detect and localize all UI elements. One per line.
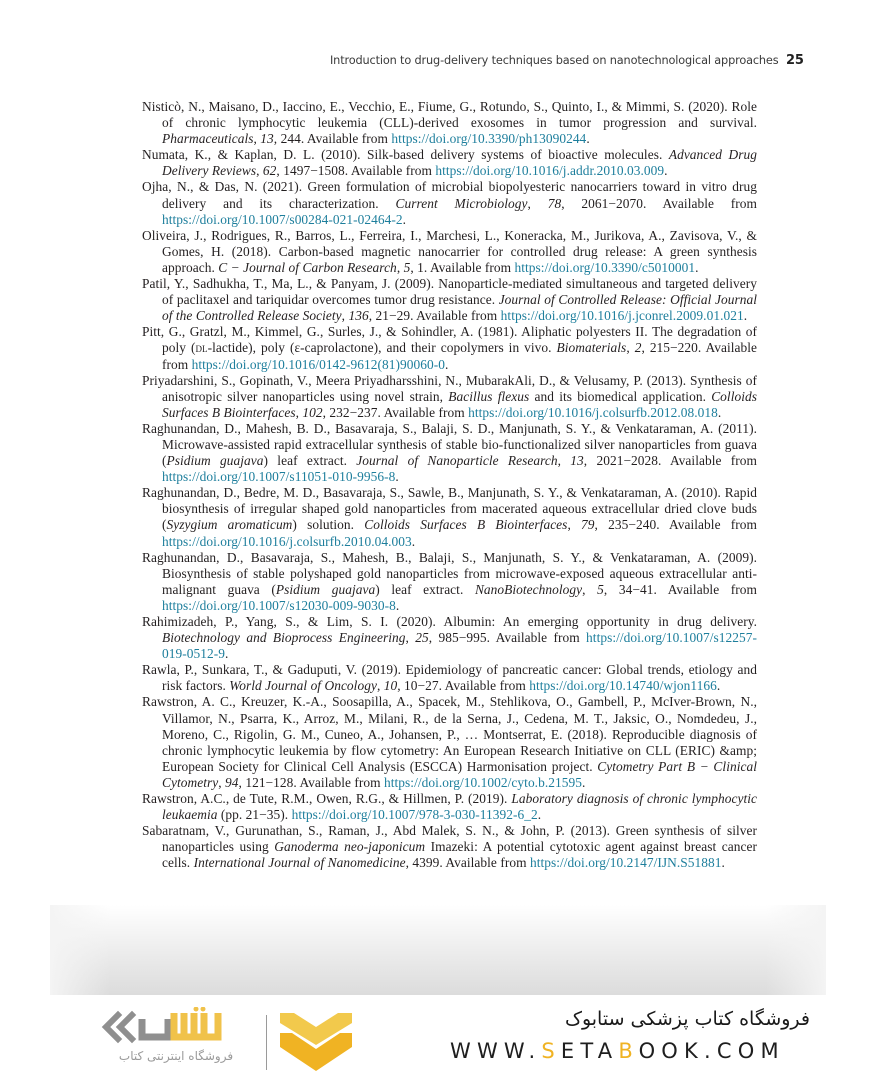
reference-entry: [142, 694, 757, 791]
logo-subtitle: فروشگاه اینترنتی کتاب: [118, 1049, 234, 1063]
reference-text: , 215−220. Available from: [162, 340, 758, 372]
reference-text: Sabaratnam, V., Gurunathan, S., Raman, J., Abd Malek, S. N., & John, P. (2013). Green synthesis of silver nanoparticles using: [142, 823, 757, 855]
reference-entry: [142, 324, 757, 372]
page-number: 25: [786, 53, 804, 68]
journal-title: C − Journal of Carbon Research: [218, 259, 397, 275]
reference-text: Nisticò, N., Maisano, D., Iaccino, E., Vecchio, E., Fiume, G., Rotundo, S., Quinto, I., & Mimmi, S. (2020). Role of chronic lymphocytic leukemia (CLL)-derived exosomes in tumor progression and survival.: [142, 99, 757, 131]
volume-number: 94: [225, 774, 239, 790]
volume-number: 13: [570, 453, 584, 469]
volume-number: 2: [634, 340, 642, 356]
reference-text: ) leaf extract.: [375, 581, 475, 597]
species-name: Ganoderma neo-japonicum: [274, 839, 426, 855]
reference-text: ,: [396, 259, 404, 275]
doi-link[interactable]: https://doi.org/10.1016/j.jconrel.2009.01.021: [500, 308, 744, 324]
reference-text: Rawstron, A. C., Kreuzer, K.-A., Soosapilla, A., Spacek, M., Stehlikova, O., Gambell, P., McIver-Brown, N., Villamor, N., Psarra, K., Arroz, M., Milani, R., de la Serna, J., Cedena, M. T., Jaksic, O., Nomdedeu, J., Moreno, C., Rigolin, G. M., Cuneo, A., Johansen, P., … Montserrat, E. (2018). Reproducible diagnosis of chronic lymphocytic leukemia by flow cytometry: An European Research Initiative on CLL (ERIC) &amp; European Society for Clinical Cell Analysis (ESCCA) Harmonisation project.: [142, 694, 757, 774]
url-part: OOK.COM: [638, 1039, 785, 1063]
reference-text: ,: [253, 131, 261, 147]
reference-text: .: [581, 774, 586, 790]
reference-text: , 2061−2070. Available from: [561, 195, 757, 211]
doi-link[interactable]: https://doi.org/10.1007/s00284-021-02464-2: [162, 211, 403, 227]
running-header: [330, 53, 804, 68]
reference-text: ,: [405, 855, 413, 871]
reference-text: .: [402, 211, 407, 227]
reference-text: Patil, Y., Sadhukha, T., Ma, L., & Panyam, J. (2009). Nanoparticle-mediated simultaneous and targeted delivery of paclitaxel and tariquidar overcomes tumor drug resistance.: [142, 276, 757, 308]
reference-text: Rawla, P., Sunkara, T., & Gaduputi, V. (2019). Epidemiology of pancreatic cancer: Global trends, etiology and risk factors.: [142, 662, 757, 694]
doi-link[interactable]: https://doi.org/10.1016/0142-9612(81)90060-0: [191, 356, 446, 372]
reference-text: ,: [295, 404, 303, 420]
reference-text: (pp. 21−35).: [217, 807, 292, 823]
journal-title: NanoBiotechnology: [474, 581, 583, 597]
journal-title: Current Microbiology: [395, 195, 528, 211]
doi-link[interactable]: https://doi.org/10.2147/IJN.S51881: [529, 855, 722, 871]
volume-number: 5: [597, 581, 604, 597]
reference-list: [142, 99, 757, 872]
reference-text: Rahimizadeh, P., Yang, S., & Lim, S. I. (2020). Albumin: An emerging opportunity in drug delivery.: [142, 614, 757, 629]
small-caps-text: dl: [195, 340, 208, 356]
volume-number: 136: [348, 308, 369, 324]
reference-entry: [142, 228, 757, 276]
volume-number: 79: [581, 517, 595, 533]
journal-title: Journal of Nanoparticle Research: [356, 453, 558, 469]
volume-number: 25: [415, 630, 429, 646]
volume-number: 62: [262, 163, 277, 179]
setabook-logo[interactable]: [88, 1007, 358, 1072]
reference-text: ,: [626, 340, 635, 356]
reference-text: Ojha, N., & Das, N. (2021). Green formulation of microbial biopolyesteric nanocarriers toward in vitro drug delivery and its characterization.: [142, 179, 757, 211]
reference-text: ,: [376, 678, 384, 694]
journal-title: Pharmaceuticals: [162, 131, 254, 147]
reference-text: .: [395, 597, 400, 613]
reference-text: and its biomedical application.: [529, 388, 712, 404]
volume-number: 5: [403, 259, 411, 275]
reference-text: .: [411, 533, 416, 549]
doi-link[interactable]: https://doi.org/10.3390/ph13090244: [391, 131, 587, 147]
store-title: فروشگاه کتاب پزشکی ستابوک: [564, 1008, 810, 1030]
reference-text: .: [395, 469, 399, 485]
reference-text: , 21−29. Available from: [368, 308, 501, 324]
reference-text: , 1. Available from: [410, 259, 515, 275]
reference-entry: [142, 179, 757, 227]
volume-number: 13: [260, 131, 274, 147]
reference-text: ) leaf extract.: [263, 453, 357, 469]
reference-text: Rawstron, A.C., de Tute, R.M., Owen, R.G., & Hillmen, P. (2019).: [142, 791, 512, 807]
journal-title: Cytometry Part B − Clinical Cytometry: [162, 758, 757, 790]
reference-text: , 1497−1508. Available from: [276, 163, 436, 179]
reference-entry: [142, 147, 757, 179]
reference-text: ,: [256, 163, 263, 179]
reference-text: Numata, K., & Kaplan, D. L. (2010). Silk-based delivery systems of bioactive molecules.: [142, 147, 669, 163]
logo-divider: [266, 1015, 267, 1070]
url-part-highlight: S: [541, 1039, 561, 1063]
reference-text: ) solution.: [292, 517, 365, 533]
doi-link[interactable]: https://doi.org/10.14740/wjon1166: [529, 678, 717, 694]
page-bottom-shadow: [50, 905, 826, 995]
url-part: ETA: [560, 1039, 619, 1063]
reference-entry: [142, 614, 757, 662]
reference-entry: [142, 550, 757, 614]
reference-text: ,: [341, 308, 349, 324]
reference-text: , 121−128. Available from: [238, 774, 384, 790]
reference-text: , 10−27. Available from: [397, 678, 530, 694]
reference-text: ,: [405, 630, 416, 646]
reference-text: Imazeki: A potential cytotoxic agent against breast cancer cells.: [162, 839, 757, 871]
logo-wordmark-icon: [100, 1007, 260, 1047]
reference-text: .: [717, 404, 722, 420]
journal-title: Advanced Drug Delivery Reviews: [162, 147, 757, 179]
reference-text: Raghunandan, D., Mahesh, B. D., Basavaraja, S., Balaji, S. D., Manjunath, S. Y., & Venkataraman, A. (2011). Microwave-assisted rapid extracellular synthesis of stable bio-functionalized silver nanoparticles from guava (: [142, 420, 757, 469]
volume-number: 78: [547, 195, 562, 211]
doi-link[interactable]: https://doi.org/10.1016/j.addr.2010.03.009: [435, 163, 665, 179]
url-part: WWW.: [450, 1039, 542, 1063]
doi-link[interactable]: https://doi.org/10.1007/s11051-010-9956-8: [162, 469, 396, 485]
reference-text: , 244. Available from: [273, 131, 392, 147]
reference-text: Pitt, G., Gratzl, M., Kimmel, G., Surles, J., & Sohindler, A. (1981). Aliphatic polyesters II. The degradation of poly (: [142, 324, 757, 356]
reference-text: .: [695, 259, 699, 275]
reference-text: ,: [557, 453, 571, 469]
reference-text: Raghunandan, D., Basavaraja, S., Mahesh, B., Balaji, S., Manjunath, S. Y., & Venkataraman, A. (2009). Biosynthesis of stable polyshaped gold nanoparticles from microwave-exposed aqueous extracellular anti-malignant guava (: [142, 549, 757, 597]
chevron-shield-icon: [280, 1013, 352, 1071]
doi-link[interactable]: https://doi.org/10.3390/c5010001: [514, 259, 696, 275]
reference-text: .: [716, 678, 721, 694]
reference-text: .: [445, 356, 449, 372]
species-name: Psidium guajava: [275, 581, 376, 597]
reference-text: ,: [218, 774, 226, 790]
reference-entry: [142, 791, 757, 823]
journal-title: Laboratory diagnosis of chronic lymphocytic leukaemia: [162, 791, 757, 823]
reference-entry: [142, 662, 757, 694]
reference-text: ,: [582, 581, 598, 597]
journal-title: Biotechnology and Bioprocess Engineering: [162, 630, 406, 646]
reference-entry: [142, 99, 757, 147]
doi-link[interactable]: https://doi.org/10.1002/cyto.b.21595: [384, 774, 582, 790]
reference-text: .: [586, 131, 590, 147]
reference-text: , 985−995. Available from: [428, 630, 587, 646]
reference-text: .: [224, 646, 229, 662]
reference-entry: [142, 421, 757, 485]
doi-link[interactable]: https://doi.org/10.1007/s12257-019-0512-9: [162, 630, 757, 662]
species-name: Psidium guajava: [166, 453, 264, 469]
volume-number: 10: [383, 678, 398, 694]
doi-link[interactable]: https://doi.org/10.1016/j.colsurfb.2010.04.003: [162, 533, 412, 549]
journal-title: Colloids Surfaces B Biointerfaces: [162, 388, 757, 420]
reference-text: Oliveira, J., Rodrigues, R., Barros, L., Ferreira, I., Marchesi, L., Koneracka, M., Jurikova, A., Zavisova, V., & Gomes, H. (2018). Carbon-based magnetic nanocarrier for controlled drug release: A green synthesis approach.: [142, 227, 757, 275]
reference-text: , 34−41. Available from: [603, 581, 758, 597]
running-title: Introduction to drug-delivery techniques based on nanotechnological approaches: [330, 54, 779, 67]
reference-entry: [142, 373, 757, 421]
reference-text: .: [721, 855, 725, 871]
watermark-footer: [0, 995, 876, 1080]
species-name: Syzygium aromaticum: [166, 517, 293, 533]
site-url[interactable]: [450, 1039, 815, 1063]
journal-title: International Journal of Nanomedicine: [193, 855, 406, 871]
journal-title: Biomaterials: [556, 340, 627, 356]
doi-link[interactable]: https://doi.org/10.1007/978-3-030-11392-6_2: [291, 807, 538, 823]
reference-text: ,: [527, 195, 548, 211]
species-name: Bacillus flexus: [448, 388, 530, 404]
doi-link[interactable]: https://doi.org/10.1007/s12030-009-9030-8: [162, 597, 396, 613]
journal-title: Colloids Surfaces B Biointerfaces: [364, 517, 568, 533]
reference-text: ,: [567, 517, 582, 533]
reference-text: Priyadarshini, S., Gopinath, V., Meera Priyadharsshini, N., MubarakAli, D., & Velusamy, P. (2013). Synthesis of anisotropic silver nanoparticles using novel strain,: [142, 372, 757, 404]
reference-text: .: [537, 807, 542, 823]
reference-text: 4399. Available from: [412, 855, 530, 871]
url-part-highlight: B: [618, 1039, 639, 1063]
reference-text: .: [743, 308, 748, 324]
reference-entry: [142, 485, 757, 549]
reference-text: , 2021−2028. Available from: [583, 453, 757, 469]
doi-link[interactable]: https://doi.org/10.1016/j.colsurfb.2012.08.018: [468, 404, 718, 420]
reference-text: , 232−237. Available from: [322, 404, 469, 420]
journal-title: World Journal of Oncology: [229, 678, 377, 694]
volume-number: 102: [302, 404, 323, 420]
journal-title: Journal of Controlled Release: Official Journal of the Controlled Release Society: [162, 292, 758, 324]
reference-text: -lactide), poly (ε-caprolactone), and their copolymers in vivo.: [207, 340, 557, 356]
reference-text: Raghunandan, D., Bedre, M. D., Basavaraja, S., Sawle, B., Manjunath, S. Y., & Venkataraman, A. (2010). Rapid biosynthesis of irregular shaped gold nanoparticles from macerated aqueous extracellular dried clove buds (: [142, 485, 757, 533]
reference-text: .: [664, 163, 668, 179]
reference-entry: [142, 823, 757, 871]
reference-text: , 235−240. Available from: [594, 517, 757, 533]
reference-entry: [142, 276, 757, 324]
